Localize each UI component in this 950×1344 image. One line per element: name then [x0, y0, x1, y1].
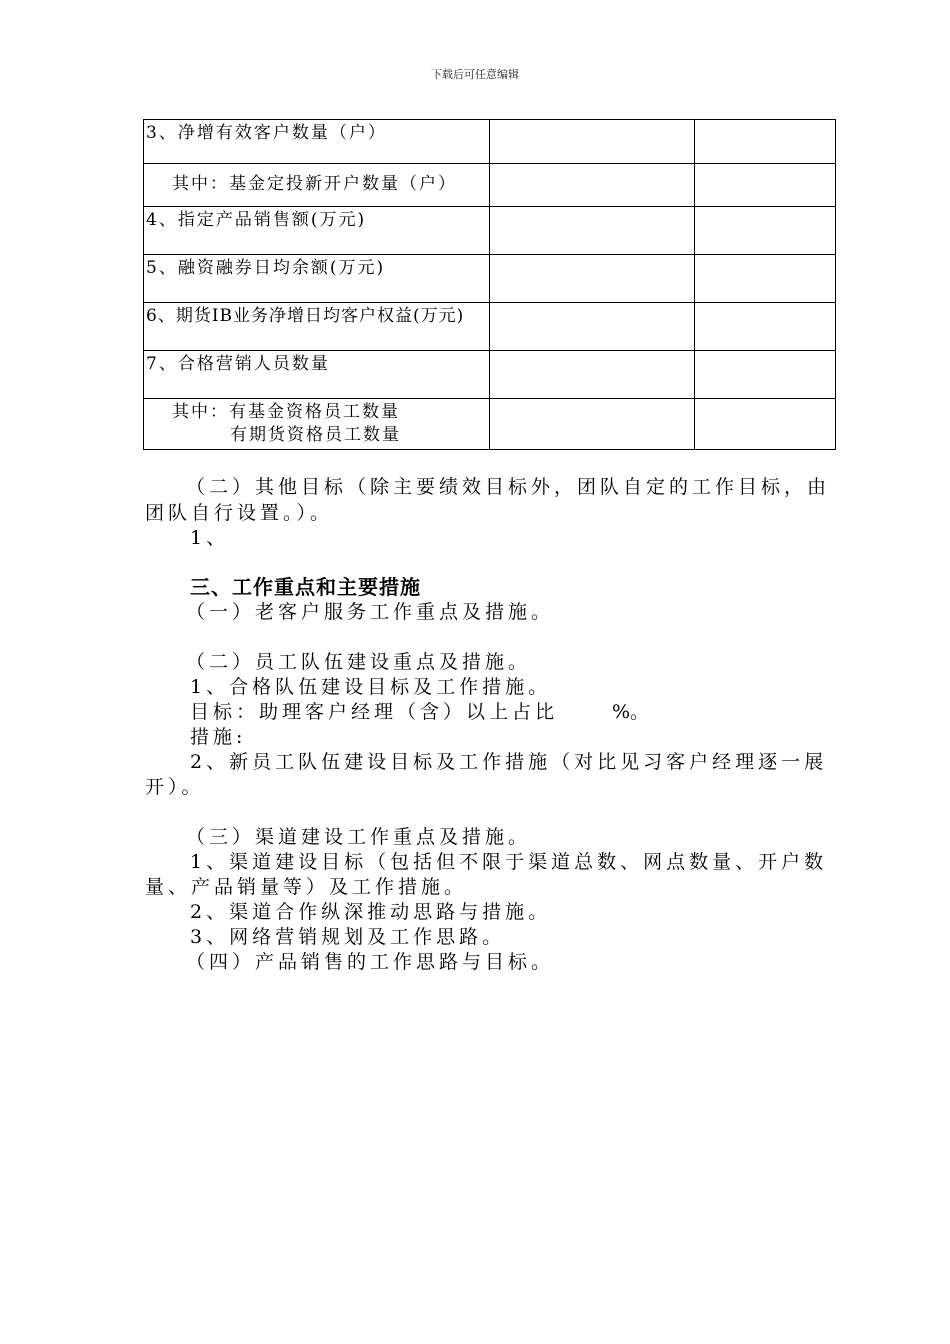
value-cell [490, 120, 695, 164]
value-cell [490, 255, 695, 303]
value-cell [490, 351, 695, 399]
paragraph: 3、网络营销规划及工作思路。 [190, 926, 506, 948]
table-row [144, 255, 836, 303]
paragraph: 1、合格队伍建设目标及工作措施。 [190, 676, 552, 698]
row-label: 3、净增有效客户数量（户） [146, 123, 387, 143]
value-cell [490, 303, 695, 351]
row-label: 5、融资融券日均余额(万元) [146, 258, 386, 278]
paragraph: 措施: [190, 726, 247, 748]
row-label: 其中：有基金资格员工数量 [172, 402, 400, 422]
value-cell [490, 164, 695, 207]
table-row [144, 207, 836, 255]
value-cell [490, 207, 695, 255]
value-cell [695, 120, 836, 164]
paragraph: 开）。 [145, 776, 205, 798]
list-item: 1、 [190, 527, 230, 549]
value-cell [695, 303, 836, 351]
value-cell [695, 164, 836, 207]
paragraph: 团队自行设置。）。 [145, 502, 334, 524]
value-cell [695, 255, 836, 303]
paragraph: 2、渠道合作纵深推动思路与措施。 [190, 901, 552, 923]
row-label-secondary: 有期货资格员工数量 [230, 425, 401, 445]
metrics-table [143, 119, 836, 450]
value-cell [490, 399, 695, 450]
table-row [144, 120, 836, 164]
table-row [144, 399, 836, 450]
value-cell [695, 207, 836, 255]
paragraph: 量、产品销量等）及工作措施。 [145, 876, 468, 898]
paragraph: （二）员工队伍建设重点及措施。 [186, 651, 532, 673]
paragraph: 2、新员工队伍建设目标及工作措施（对比见习客户经理逐一展 [190, 751, 828, 773]
page-header: 下载后可任意编辑 [431, 68, 519, 81]
paragraph: （四）产品销售的工作思路与目标。 [186, 951, 555, 973]
row-label: 4、指定产品销售额(万元) [146, 210, 367, 230]
paragraph: 目标：助理客户经理（含）以上占比 [190, 701, 559, 723]
row-label: 6、期货IB业务净增日均客户权益(万元) [146, 306, 465, 326]
value-cell [695, 399, 836, 450]
value-cell [695, 351, 836, 399]
paragraph: 1、渠道建设目标（包括但不限于渠道总数、网点数量、开户数 [190, 851, 828, 873]
row-label: 7、合格营销人员数量 [146, 354, 330, 374]
paragraph: （二）其他目标（除主要绩效目标外，团队自定的工作目标，由 [186, 476, 831, 498]
section-title: 三、工作重点和主要措施 [190, 575, 421, 599]
table-row [144, 164, 836, 207]
paragraph: （一）老客户服务工作重点及措施。 [186, 601, 555, 623]
row-label: 其中：基金定投新开户数量（户） [172, 174, 457, 194]
table-row [144, 303, 836, 351]
percent-suffix: %。 [612, 701, 650, 723]
table-row [144, 351, 836, 399]
paragraph: （三）渠道建设工作重点及措施。 [186, 826, 532, 848]
